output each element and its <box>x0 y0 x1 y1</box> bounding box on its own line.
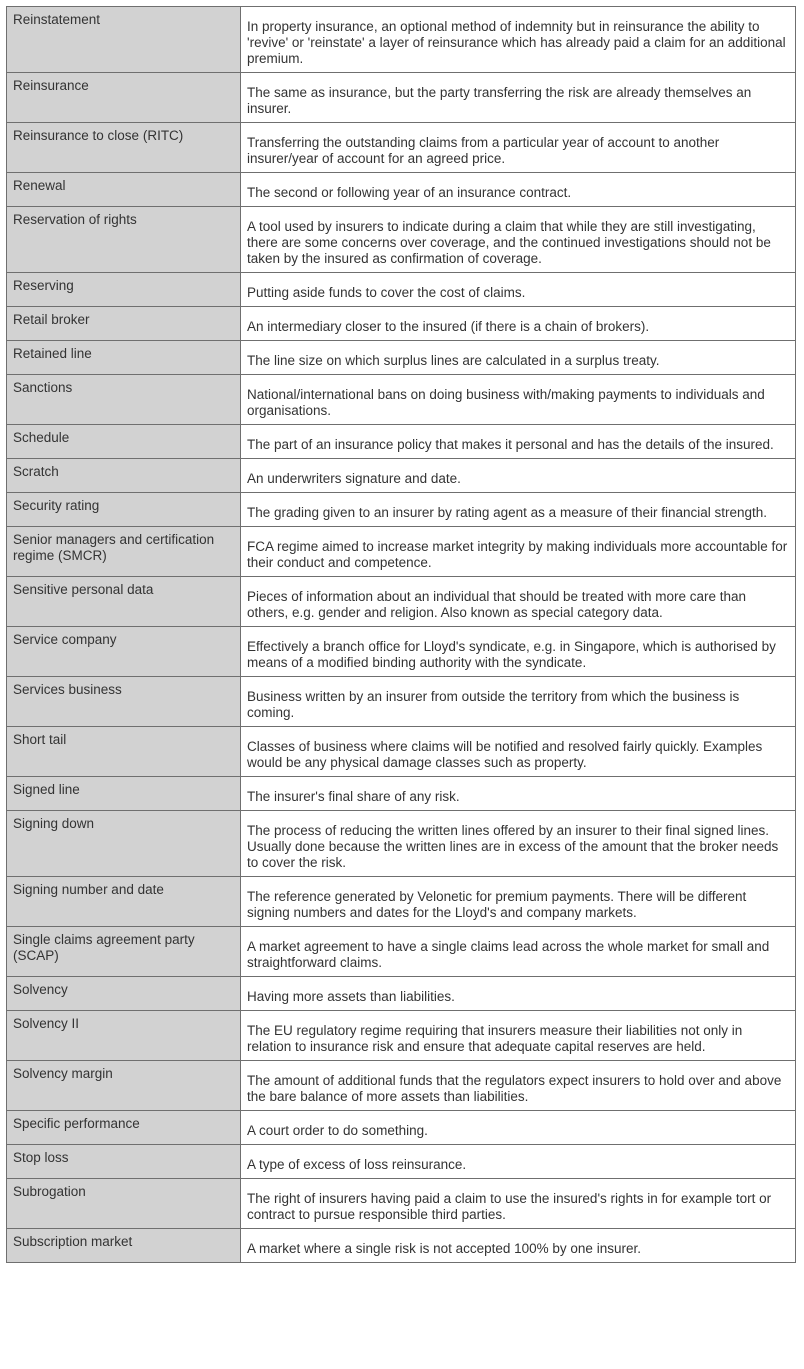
glossary-term: Retained line <box>7 341 241 375</box>
table-row <box>7 493 796 527</box>
table-row <box>7 877 796 927</box>
glossary-term: Reserving <box>7 273 241 307</box>
table-row <box>7 341 796 375</box>
table-row <box>7 307 796 341</box>
glossary-term: Specific performance <box>7 1111 241 1145</box>
glossary-definition: The part of an insurance policy that makes it personal and has the details of the insured. <box>241 425 796 459</box>
glossary-definition: A market where a single risk is not accepted 100% by one insurer. <box>241 1229 796 1263</box>
glossary-definition: In property insurance, an optional method of indemnity but in reinsurance the ability to 'revive' or 'reinstate' a layer of reinsurance which has already paid a claim for an additional premium. <box>241 7 796 73</box>
glossary-definition: A type of excess of loss reinsurance. <box>241 1145 796 1179</box>
glossary-term: Sensitive personal data <box>7 577 241 627</box>
table-row <box>7 123 796 173</box>
glossary-definition: An underwriters signature and date. <box>241 459 796 493</box>
table-row <box>7 627 796 677</box>
glossary-term: Solvency margin <box>7 1061 241 1111</box>
glossary-definition: A court order to do something. <box>241 1111 796 1145</box>
glossary-definition: An intermediary closer to the insured (if there is a chain of brokers). <box>241 307 796 341</box>
glossary-term: Sanctions <box>7 375 241 425</box>
glossary-term: Schedule <box>7 425 241 459</box>
glossary-definition: The insurer's final share of any risk. <box>241 777 796 811</box>
glossary-term: Renewal <box>7 173 241 207</box>
glossary-term: Short tail <box>7 727 241 777</box>
table-row <box>7 1011 796 1061</box>
glossary-term: Reinstatement <box>7 7 241 73</box>
glossary-definition: Transferring the outstanding claims from a particular year of account to another insurer/year of account for an agreed price. <box>241 123 796 173</box>
glossary-definition: Putting aside funds to cover the cost of claims. <box>241 273 796 307</box>
glossary-definition: Business written by an insurer from outside the territory from which the business is coming. <box>241 677 796 727</box>
glossary-term: Signed line <box>7 777 241 811</box>
glossary-term: Services business <box>7 677 241 727</box>
glossary-definition: FCA regime aimed to increase market integrity by making individuals more accountable for their conduct and competence. <box>241 527 796 577</box>
glossary-definition: The reference generated by Velonetic for premium payments. There will be different signing numbers and dates for the Lloyd's and company markets. <box>241 877 796 927</box>
table-row <box>7 1229 796 1263</box>
table-row <box>7 1145 796 1179</box>
glossary-definition: Effectively a branch office for Lloyd's syndicate, e.g. in Singapore, which is authorised by means of a modified binding authority with the syndicate. <box>241 627 796 677</box>
glossary-term: Subrogation <box>7 1179 241 1229</box>
glossary-definition: The same as insurance, but the party transferring the risk are already themselves an insurer. <box>241 73 796 123</box>
glossary-definition: The grading given to an insurer by rating agent as a measure of their financial strength. <box>241 493 796 527</box>
table-row <box>7 527 796 577</box>
table-row <box>7 425 796 459</box>
glossary-term: Stop loss <box>7 1145 241 1179</box>
table-row <box>7 173 796 207</box>
glossary-definition: National/international bans on doing business with/making payments to individuals and organisations. <box>241 375 796 425</box>
glossary-definition: The EU regulatory regime requiring that insurers measure their liabilities not only in relation to insurance risk and ensure that adequate capital reserves are held. <box>241 1011 796 1061</box>
glossary-term: Senior managers and certification regime (SMCR) <box>7 527 241 577</box>
glossary-term: Solvency <box>7 977 241 1011</box>
table-row <box>7 459 796 493</box>
glossary-term: Scratch <box>7 459 241 493</box>
glossary-definition: A market agreement to have a single claims lead across the whole market for small and straightforward claims. <box>241 927 796 977</box>
table-row <box>7 727 796 777</box>
table-row <box>7 811 796 877</box>
glossary-definition: Pieces of information about an individual that should be treated with more care than others, e.g. gender and religion. Also known as special category data. <box>241 577 796 627</box>
glossary-term: Subscription market <box>7 1229 241 1263</box>
table-row <box>7 375 796 425</box>
glossary-term: Solvency II <box>7 1011 241 1061</box>
table-row <box>7 577 796 627</box>
glossary-term: Reinsurance <box>7 73 241 123</box>
table-row <box>7 1061 796 1111</box>
glossary-term: Service company <box>7 627 241 677</box>
glossary-table <box>6 6 796 1263</box>
table-row <box>7 927 796 977</box>
glossary-definition: The second or following year of an insurance contract. <box>241 173 796 207</box>
glossary-term: Reinsurance to close (RITC) <box>7 123 241 173</box>
table-row <box>7 73 796 123</box>
table-row <box>7 677 796 727</box>
glossary-definition: Having more assets than liabilities. <box>241 977 796 1011</box>
glossary-term: Single claims agreement party (SCAP) <box>7 927 241 977</box>
glossary-term: Reservation of rights <box>7 207 241 273</box>
glossary-term: Signing number and date <box>7 877 241 927</box>
glossary-term: Signing down <box>7 811 241 877</box>
glossary-term: Security rating <box>7 493 241 527</box>
table-row <box>7 777 796 811</box>
table-row <box>7 207 796 273</box>
table-row <box>7 1111 796 1145</box>
glossary-definition: The line size on which surplus lines are calculated in a surplus treaty. <box>241 341 796 375</box>
glossary-definition: The process of reducing the written lines offered by an insurer to their final signed lines. Usually done because the written lines are in excess of the amount that the broker needs to cover the risk. <box>241 811 796 877</box>
glossary-definition: Classes of business where claims will be notified and resolved fairly quickly. Examples would be any physical damage classes such as property. <box>241 727 796 777</box>
glossary-term: Retail broker <box>7 307 241 341</box>
glossary-definition: The amount of additional funds that the regulators expect insurers to hold over and above the bare balance of more assets than liabilities. <box>241 1061 796 1111</box>
table-row <box>7 273 796 307</box>
table-row <box>7 1179 796 1229</box>
glossary-definition: A tool used by insurers to indicate during a claim that while they are still investigating, there are some concerns over coverage, and the continued investigations should not be taken by the insured as confirmation of coverage. <box>241 207 796 273</box>
table-row <box>7 7 796 73</box>
glossary-table-body <box>7 7 796 1263</box>
table-row <box>7 977 796 1011</box>
glossary-definition: The right of insurers having paid a claim to use the insured's rights in for example tort or contract to pursue responsible third parties. <box>241 1179 796 1229</box>
